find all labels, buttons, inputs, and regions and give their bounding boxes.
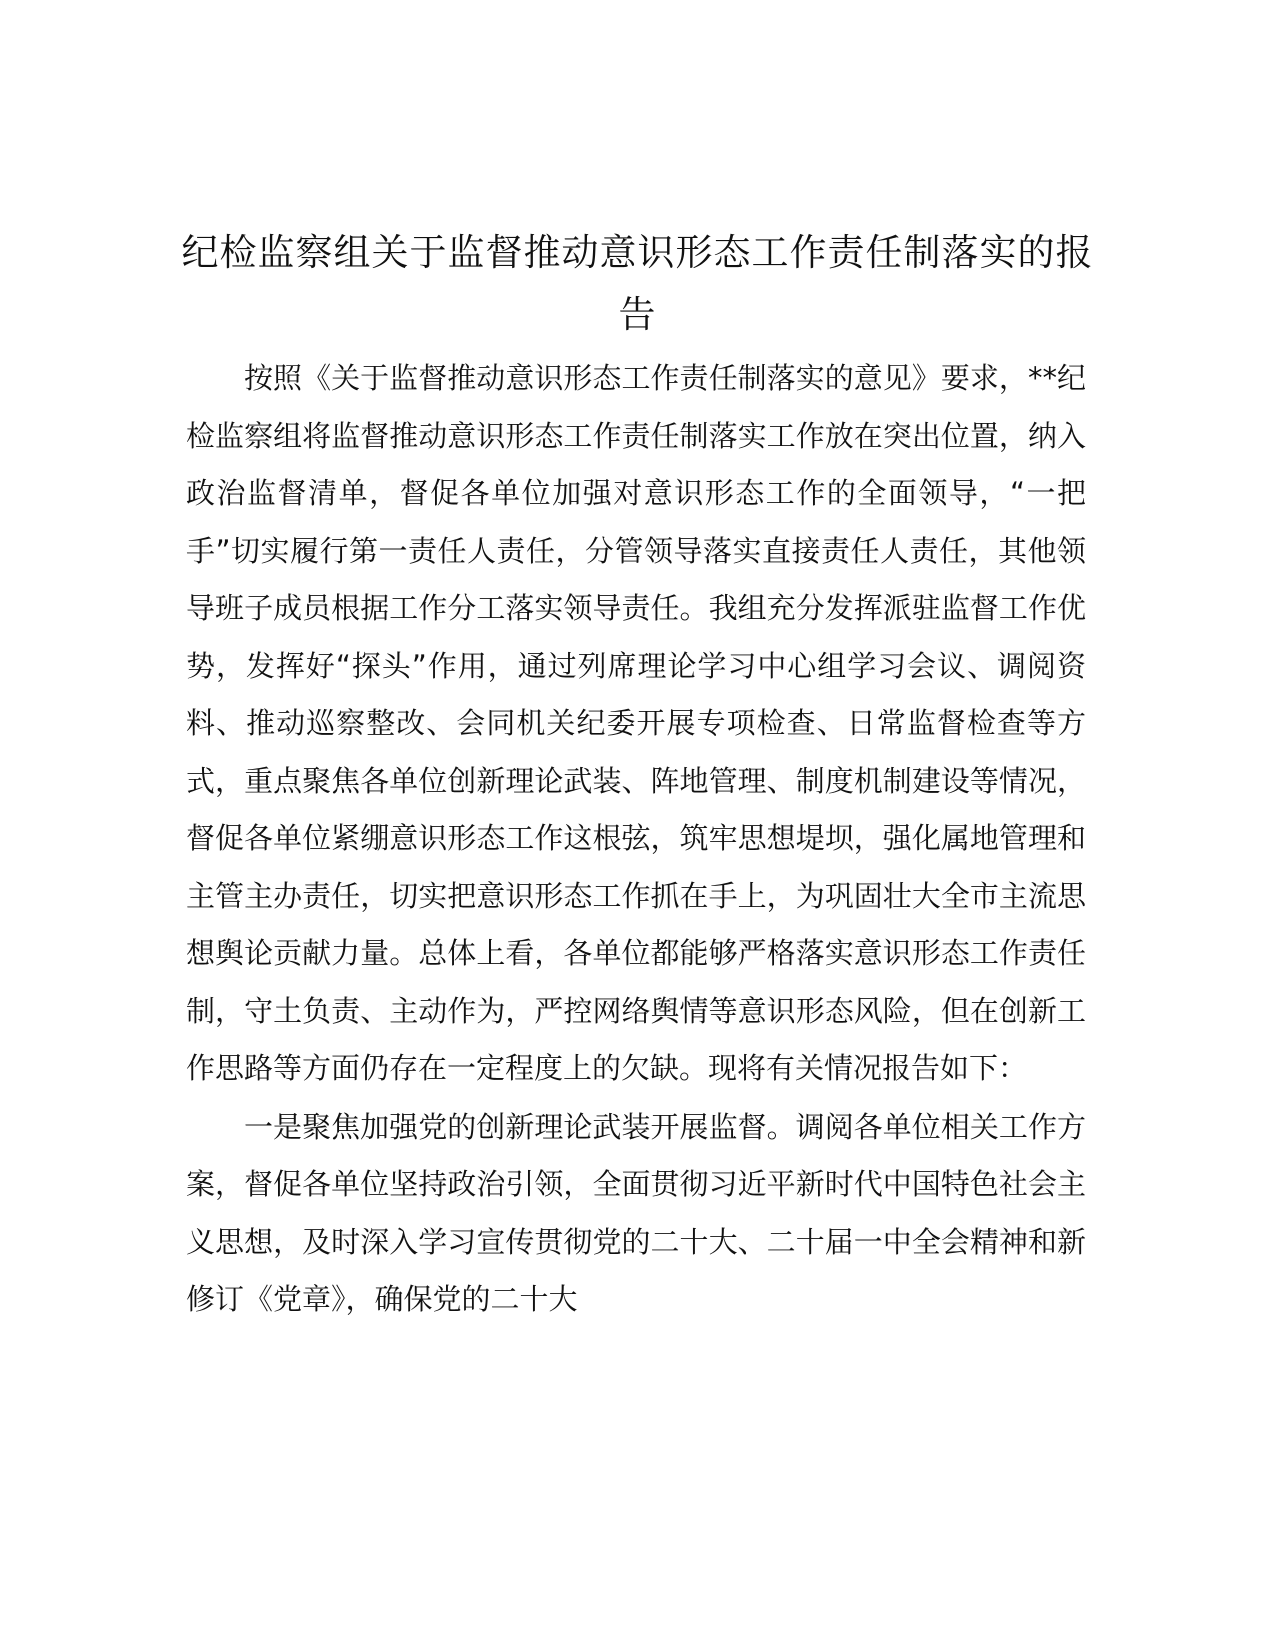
paragraph-point-one: 一是聚焦加强党的创新理论武装开展监督。调阅各单位相关工作方案，督促各单位坚持政治引领，全面贯彻习近平新时代中国特色社会主义思想，及时深入学习宣传贯彻党的二十大、二十届一中全会精神和新修订《党章》，确保党的二十大 xyxy=(186,1109,1086,1316)
document-title: 纪检监察组关于监督推动意识形态工作责任制落实的报告 xyxy=(181,231,1094,336)
paragraph-intro: 按照《关于监督推动意识形态工作责任制落实的意见》要求，**纪检监察组将监督推动意识形态工作责任制落实工作放在突出位置，纳入政治监督清单，督促各单位加强对意识形态工作的全面领导，“一把手”切实履行第一责任人责任，分管领导落实直接责任人责任，其他领导班子成员根据工作分工落实领导责任。我组充分发挥派驻监督工作优势，发挥好“探头”作用，通过列席理论学习中心组学习会议、调阅资料、推动巡察整改、会同机关纪委开展专项检查、日常监督检查等方式，重点聚焦各单位创新理论武装、阵地管理、制度机制建设等情况，督促各单位紧绷意识形态工作这根弦，筑牢思想堤坝，强化属地管理和主管主办责任，切实把意识形态工作抓在手上，为巩固壮大全市主流思想舆论贡献力量。总体上看，各单位都能够严格落实意识形态工作责任制，守土负责、主动作为，严控网络舆情等意识形态风险，但在创新工作思路等方面仍存在一定程度上的欠缺。现将有关情况报告如下： xyxy=(186,361,1086,1085)
document-body xyxy=(186,350,1086,1329)
